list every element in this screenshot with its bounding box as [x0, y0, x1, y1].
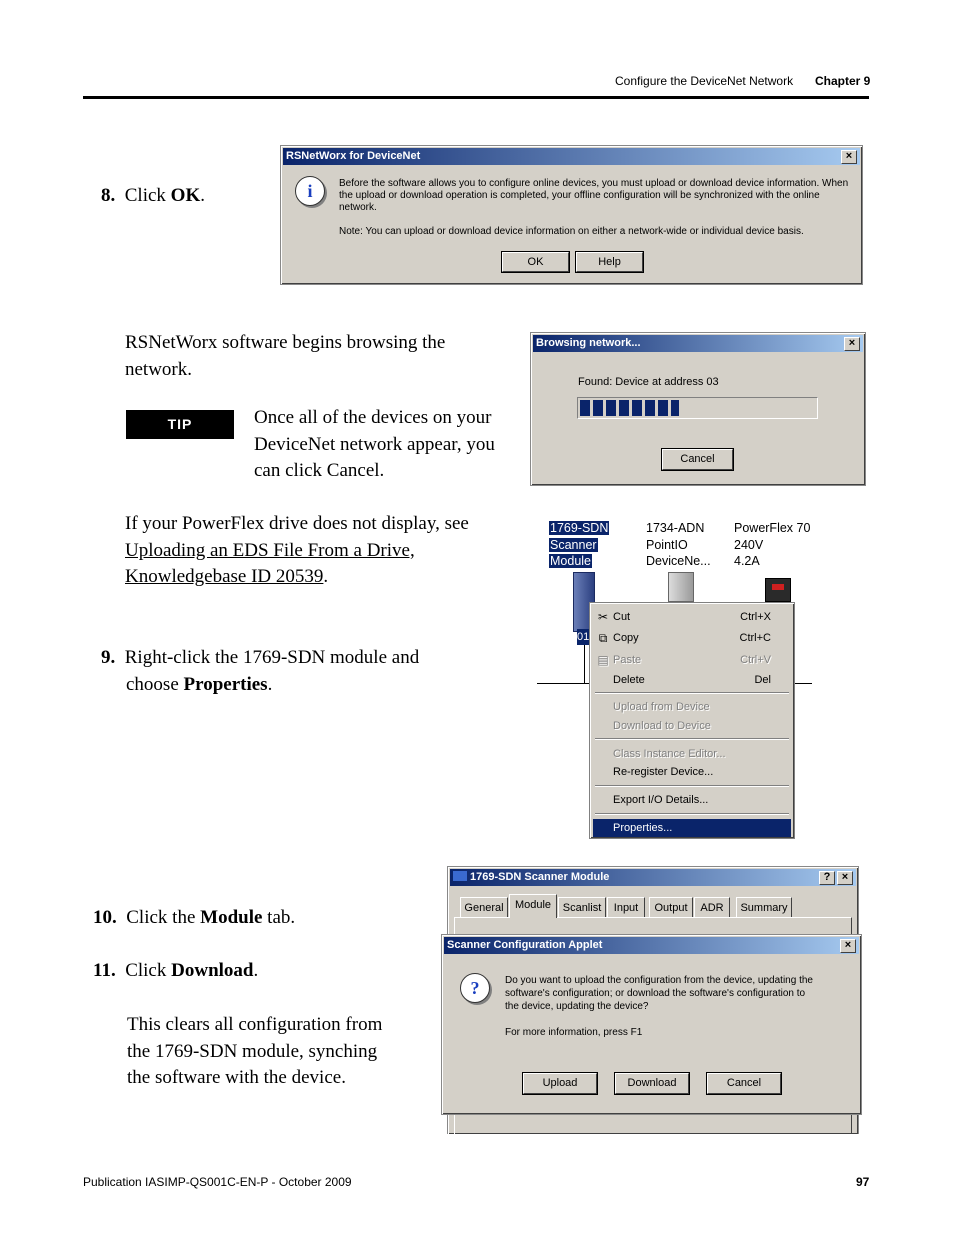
rsnetworx-dialog: RSNetWorx for DeviceNet × i Before the software allows you to configure online devices, you must upload or download device information. When the upload or download operation is completed, your offline configuration will be synchronized with the online network. Note: You can upload or download device information on either a network-wide or individual device basis. OK Help: [280, 145, 863, 285]
help-icon[interactable]: ?: [819, 871, 835, 885]
menu-separator: [595, 738, 789, 740]
scissors-icon: ✂: [597, 610, 609, 624]
eds-link[interactable]: Uploading an EDS File From a Drive,: [125, 539, 415, 561]
network-trunk-line-right: [795, 683, 812, 684]
menu-item-download-to-device[interactable]: Download to Device: [613, 720, 711, 732]
powerflex-icon[interactable]: [765, 578, 791, 602]
device-1734-adn-label[interactable]: 1734-ADN PointIO DeviceNe...: [646, 521, 711, 568]
close-icon[interactable]: ×: [837, 871, 853, 885]
footer-publication: Publication IASIMP-QS001C-EN-P - October 2009: [83, 1175, 352, 1189]
network-icon: [453, 871, 467, 881]
tab-adr[interactable]: ADR: [694, 897, 730, 917]
menu-item-re-register-device[interactable]: Re-register Device...: [613, 766, 714, 778]
tip-badge: TIP: [126, 410, 234, 439]
browse-progress-bar: [577, 397, 818, 419]
applet-titlebar: Scanner Configuration Applet ×: [444, 937, 859, 954]
copy-icon: ⧉: [598, 631, 608, 645]
network-trunk-line: [537, 683, 589, 684]
step-11: 11. Click Download.: [93, 960, 259, 981]
context-menu: [589, 602, 795, 839]
found-device-text: Found: Device at address 03: [578, 376, 719, 388]
scanner-module-titlebar: 1769-SDN Scanner Module ? ×: [450, 869, 856, 886]
device-powerflex-label[interactable]: PowerFlex 70 240V 4.2A: [734, 521, 811, 568]
tab-summary[interactable]: Summary: [736, 897, 792, 917]
rsnetworx-dialog-titlebar: RSNetWorx for DeviceNet ×: [283, 148, 860, 165]
page-number: 97: [856, 1175, 870, 1189]
menu-item-properties[interactable]: Properties...: [593, 819, 791, 837]
header-chapter: Chapter 9: [815, 74, 871, 88]
help-button[interactable]: Help: [576, 252, 643, 272]
cancel-button[interactable]: Cancel: [662, 449, 733, 470]
menu-item-export-io-details[interactable]: Export I/O Details...: [613, 794, 709, 806]
paste-icon: ▤: [597, 653, 609, 667]
eds-text: If your PowerFlex drive does not display, see Uploading an EDS File From a Drive, Knowledgebase ID 20539.: [125, 513, 469, 587]
info-icon: i: [295, 176, 325, 206]
tab-scanlist[interactable]: Scanlist: [558, 897, 606, 917]
download-button[interactable]: Download: [615, 1073, 689, 1094]
clears-text: This clears all configuration from the 1769-SDN module, synching the software with the device.: [127, 1014, 383, 1088]
step-9: 9. Right-click the 1769-SDN module and choose Properties.: [101, 647, 420, 695]
ok-button[interactable]: OK: [502, 252, 569, 272]
menu-separator: [595, 813, 789, 815]
node-address: 01: [577, 631, 590, 643]
tab-general[interactable]: General: [460, 897, 508, 917]
step-8: 8. Click OK.: [101, 185, 205, 206]
close-icon[interactable]: ×: [844, 337, 860, 351]
menu-item-cut[interactable]: ✂ Cut Ctrl+X: [597, 610, 771, 624]
scanner-config-applet-dialog: Scanner Configuration Applet × ? Do you want to upload the configuration from the device, updating the software's configuration; or download the software's configuration to the device, updating the device? For more information, press F1 Upload Download Cancel: [441, 934, 862, 1115]
pointio-icon[interactable]: [668, 572, 694, 602]
menu-separator: [595, 692, 789, 694]
progress-fill: [580, 400, 679, 416]
browsing-dialog-titlebar: Browsing network... ×: [533, 335, 863, 352]
header-section-title: Configure the DeviceNet Network: [615, 74, 794, 88]
header-rule: [83, 96, 869, 99]
tab-input[interactable]: Input: [607, 897, 645, 917]
menu-item-upload-from-device[interactable]: Upload from Device: [613, 701, 710, 713]
menu-item-class-instance-editor[interactable]: Class Instance Editor...: [613, 748, 726, 760]
menu-separator: [595, 785, 789, 787]
menu-item-copy[interactable]: ⧉ Copy Ctrl+C: [593, 629, 791, 647]
upload-button[interactable]: Upload: [523, 1073, 597, 1094]
drop-line: [584, 645, 585, 684]
menu-item-paste[interactable]: ▤ Paste Ctrl+V: [597, 653, 771, 667]
close-icon[interactable]: ×: [840, 939, 856, 953]
step-10: 10. Click the Module tab.: [93, 907, 296, 928]
menu-item-delete[interactable]: Delete Del: [613, 674, 771, 686]
tip-text: Once all of the devices on your DeviceNet network appear, you can click Cancel.: [254, 407, 495, 481]
close-icon[interactable]: ×: [841, 150, 857, 164]
browse-text: RSNetWorx software begins browsing the network.: [125, 332, 446, 380]
tab-module[interactable]: Module: [509, 894, 557, 918]
question-icon: ?: [460, 973, 490, 1003]
cancel-button[interactable]: Cancel: [707, 1073, 781, 1094]
browsing-network-dialog: [530, 332, 866, 486]
device-1769-sdn-label[interactable]: 1769-SDN Scanner Module: [550, 521, 609, 568]
tab-output[interactable]: Output: [649, 897, 693, 917]
kb-link[interactable]: Knowledgebase ID 20539: [125, 566, 324, 587]
